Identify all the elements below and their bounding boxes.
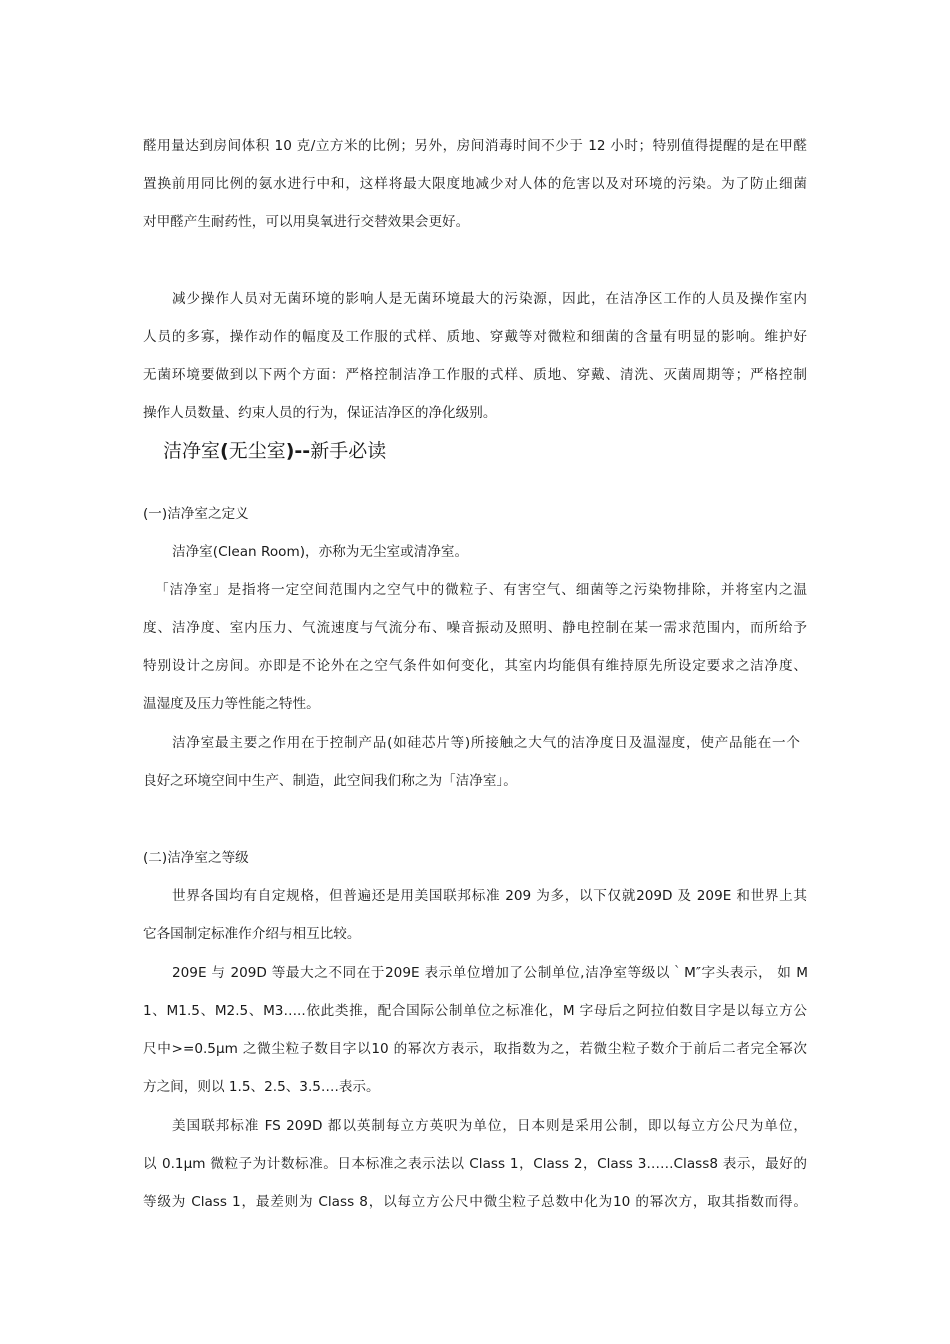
body-text-line: 醛用量达到房间体积 10 克/立方米的比例；另外，房间消毒时间不少于 12 小时；特别值得提醒的是在甲醛: [143, 138, 807, 154]
body-text-line: 以 0.1μm 微粒子为计数标准。日本标准之表示法以 Class 1，Class 2，Class 3……Class8 表示，最好的: [143, 1156, 807, 1172]
body-text-line: 操作人员数量、约束人员的行为，保证洁净区的净化级别。: [143, 405, 497, 421]
body-text-line: 良好之环境空间中生产、制造，此空间我们称之为「洁净室」。: [143, 773, 517, 789]
body-text-line: 等级为 Class 1，最差则为 Class 8，以每立方公尺中微尘粒子总数中化为10 的幂次方，取其指数而得。: [143, 1194, 807, 1210]
body-text-line: 度、洁净度、室内压力、气流速度与气流分布、噪音振动及照明、静电控制在某一需求范围内，而所给予: [143, 620, 807, 636]
section-heading: 洁净室(无尘室)--新手必读: [163, 440, 387, 462]
body-text-line: 对甲醛产生耐药性，可以用臭氧进行交替效果会更好。: [143, 214, 470, 230]
body-text-line: 「洁净室」是指将一定空间范围内之空气中的微粒子、有害空气、细菌等之污染物排除，并将室内之温: [155, 582, 807, 598]
body-text-line: 洁净室(Clean Room)，亦称为无尘室或清净室。: [172, 544, 469, 560]
body-text-line: 209E 与 209D 等最大之不同在于209E 表示单位增加了公制单位,洁净室等级以｀M″字头表示， 如 M: [172, 965, 808, 981]
body-text-line: 无菌环境要做到以下两个方面：严格控制洁净工作服的式样、质地、穿戴、清洗、灭菌周期等；严格控制: [143, 367, 807, 383]
body-text-line: 特别设计之房间。亦即是不论外在之空气条件如何变化，其室内均能俱有维持原先所设定要求之洁净度、: [143, 658, 807, 674]
body-text-line: 世界各国均有自定规格，但普遍还是用美国联邦标准 209 为多，以下仅就209D 及 209E 和世界上其: [172, 888, 807, 904]
body-text-line: 美国联邦标准 FS 209D 都以英制每立方英呎为单位，日本则是采用公制，即以每立方公尺为单位，: [172, 1118, 807, 1134]
subsection-title: (一)洁净室之定义: [143, 506, 249, 522]
body-text-line: 温湿度及压力等性能之特性。: [143, 696, 320, 712]
body-text-line: 它各国制定标准作介绍与相互比较。: [143, 926, 361, 942]
body-text-line: 尺中>=0.5μm 之微尘粒子数目字以10 的幂次方表示，取指数为之，若微尘粒子数介于前后二者完全幂次: [143, 1041, 807, 1057]
body-text-line: 减少操作人员对无菌环境的影响人是无菌环境最大的污染源，因此，在洁净区工作的人员及操作室内: [172, 291, 807, 307]
body-text-line: 置换前用同比例的氨水进行中和，这样将最大限度地减少对人体的危害以及对环境的污染。为了防止细菌: [143, 176, 807, 192]
body-text-line: 方之间，则以 1.5、2.5、3.5….表示。: [143, 1079, 380, 1095]
body-text-line: 1、M1.5、M2.5、M3…..依此类推，配合国际公制单位之标准化，M 字母后之阿拉伯数目字是以每立方公: [143, 1003, 807, 1019]
subsection-title: (二)洁净室之等级: [143, 850, 249, 866]
body-text-line: 洁净室最主要之作用在于控制产品(如硅芯片等)所接触之大气的洁净度日及温湿度，使产品能在一个: [172, 735, 800, 751]
body-text-line: 人员的多寡，操作动作的幅度及工作服的式样、质地、穿戴等对微粒和细菌的含量有明显的影响。维护好: [143, 329, 807, 345]
